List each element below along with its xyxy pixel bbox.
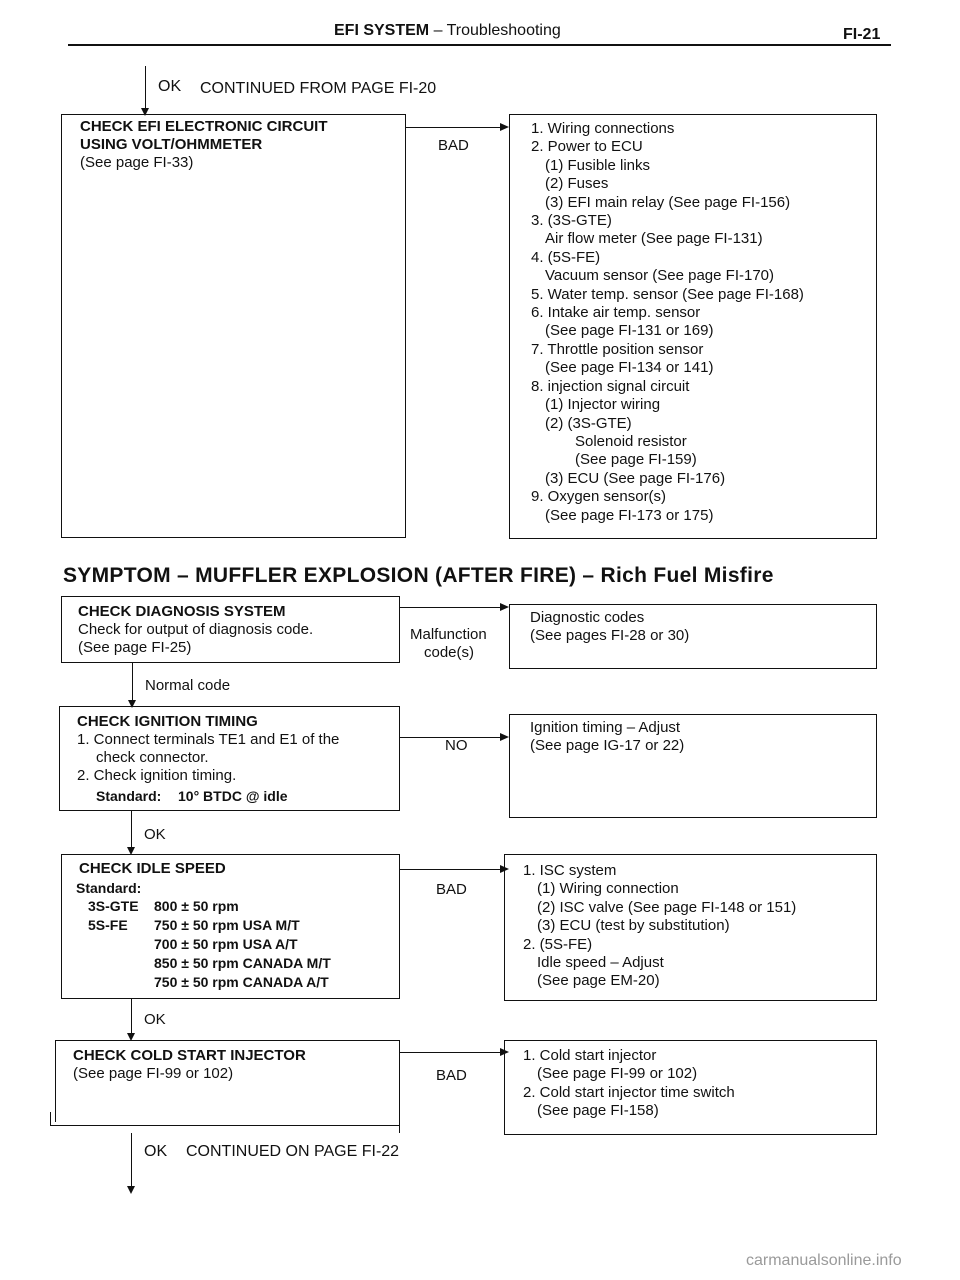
result-line: 6. Intake air temp. sensor — [531, 304, 701, 322]
spec-row — [88, 955, 331, 971]
result-line: (See page FI-173 or 175) — [545, 506, 714, 524]
result-line: (3) ECU (test by substitution) — [537, 917, 730, 935]
standard-label: Standard: — [76, 880, 142, 896]
header-title — [334, 22, 561, 40]
check-title: CHECK IGNITION TIMING — [77, 713, 258, 730]
branch-label-bad: BAD — [436, 1067, 467, 1084]
result-line: (1) Wiring connection — [537, 880, 679, 898]
result-line: Vacuum sensor (See page FI-170) — [545, 267, 775, 285]
result-line: (See page FI-159) — [575, 451, 697, 469]
result-line: 3. (3S-GTE) — [531, 212, 612, 230]
branch-line — [406, 127, 502, 128]
result-box-efi-circuit — [509, 114, 877, 539]
branch-line — [400, 1052, 502, 1053]
branch-label-no: NO — [445, 737, 468, 754]
check-line: CHECK EFI ELECTRONIC CIRCUIT — [80, 118, 328, 135]
result-line: 2. (5S-FE) — [523, 935, 593, 953]
check-line: (See page FI-99 or 102) — [73, 1065, 234, 1082]
flow-line — [131, 999, 132, 1037]
spec-engine: 5S-FE — [88, 917, 128, 933]
symptom-heading: SYMPTOM – MUFFLER EXPLOSION (AFTER FIRE) – Rich Fuel Misfire — [63, 564, 774, 587]
branch-arrow — [500, 123, 509, 131]
result-line: (See pages FI-28 or 30) — [530, 627, 690, 644]
flow-line — [145, 66, 146, 112]
result-line: 4. (5S-FE) — [531, 248, 601, 266]
result-line: Solenoid resistor — [575, 432, 687, 450]
branch-arrow — [500, 733, 509, 741]
check-line: 1. Connect terminals TE1 and E1 of the — [77, 731, 340, 748]
flow-line — [131, 1133, 132, 1190]
result-line: 1. Cold start injector — [523, 1047, 657, 1064]
header-title-bold: EFI SYSTEM — [334, 22, 430, 39]
result-line: (See page FI-99 or 102) — [537, 1065, 698, 1083]
cont-from-text: CONTINUED FROM PAGE FI-20 — [200, 80, 437, 97]
result-line: Ignition timing – Adjust — [530, 719, 681, 736]
page-number: FI-21 — [843, 26, 881, 43]
result-line: (1) Fusible links — [545, 156, 651, 174]
result-line: (2) ISC valve (See page FI-148 or 151) — [537, 898, 797, 916]
result-line: 1. ISC system — [523, 862, 617, 879]
check-box-cold-start-injector — [55, 1040, 400, 1133]
spec-value: 700 ± 50 rpm USA A/T — [154, 936, 298, 952]
flow-line — [131, 811, 132, 851]
cont-on-text: CONTINUED ON PAGE FI-22 — [186, 1143, 400, 1160]
result-line: Diagnostic codes — [530, 609, 645, 626]
result-line: (2) (3S-GTE) — [545, 414, 632, 432]
spec-row — [88, 936, 298, 952]
flow-label-normal-code: Normal code — [145, 677, 231, 694]
result-box-ignition-timing — [509, 714, 877, 818]
check-box-idle-speed — [61, 854, 400, 999]
page-header — [0, 0, 960, 50]
check-line: USING VOLT/OHMMETER — [80, 136, 263, 153]
result-line: Idle speed – Adjust — [537, 954, 664, 972]
result-line: (See page IG-17 or 22) — [530, 737, 685, 754]
flow-label-ok: OK — [144, 1011, 166, 1028]
branch-label-codes: code(s) — [424, 644, 475, 661]
spec-value: 750 ± 50 rpm USA M/T — [154, 917, 300, 933]
result-line: 2. Cold start injector time switch — [523, 1083, 735, 1101]
watermark: carmanualsonline.info — [746, 1252, 902, 1269]
flow-line — [132, 663, 133, 704]
result-line: (See page FI-158) — [537, 1102, 659, 1120]
result-line: (2) Fuses — [545, 175, 609, 193]
spec-row — [88, 917, 300, 933]
result-list — [523, 1047, 735, 1121]
flow-label-ok: OK — [144, 826, 166, 843]
branch-label-bad: BAD — [436, 881, 467, 898]
result-list — [523, 862, 796, 991]
result-line: 5. Water temp. sensor (See page FI-168) — [531, 285, 804, 303]
check-line: (See page FI-33) — [80, 154, 194, 171]
check-line: Check for output of diagnosis code. — [78, 621, 314, 638]
flow-arrow — [127, 1186, 135, 1194]
standard-label: Standard: — [96, 788, 162, 804]
check-box-diagnosis — [61, 596, 400, 663]
check-line: (See page FI-25) — [78, 639, 192, 656]
result-line: 8. injection signal circuit — [531, 377, 690, 395]
box-edge — [50, 1125, 400, 1126]
check-title: CHECK COLD START INJECTOR — [73, 1047, 306, 1064]
result-line: (3) EFI main relay (See page FI-156) — [545, 193, 791, 211]
cont-from-ok: OK — [158, 78, 182, 95]
result-line: 7. Throttle position sensor — [531, 340, 704, 358]
result-line: (1) Injector wiring — [545, 396, 661, 414]
check-title: CHECK IDLE SPEED — [79, 860, 226, 877]
result-line: (See page FI-131 or 169) — [545, 322, 714, 340]
result-line: (See page FI-134 or 141) — [545, 359, 714, 377]
result-line: (See page EM-20) — [537, 972, 660, 990]
cont-on-ok: OK — [144, 1143, 168, 1160]
spec-value: 800 ± 50 rpm — [154, 898, 239, 914]
spec-value: 750 ± 50 rpm CANADA A/T — [154, 974, 329, 990]
branch-label-malfunction: Malfunction — [410, 626, 487, 643]
box-edge — [50, 1112, 51, 1126]
result-line: 9. Oxygen sensor(s) — [531, 488, 667, 506]
result-box-diagnosis — [509, 604, 877, 669]
check-line: check connector. — [96, 749, 209, 766]
check-box-ignition-timing — [59, 706, 400, 811]
branch-line — [400, 869, 502, 870]
check-line: 2. Check ignition timing. — [77, 767, 237, 784]
result-box-idle-speed — [504, 854, 877, 1001]
result-box-cold-start-injector — [504, 1040, 877, 1135]
branch-line — [400, 607, 502, 608]
result-list — [531, 120, 804, 525]
result-line: (3) ECU (See page FI-176) — [545, 469, 726, 487]
check-title: CHECK DIAGNOSIS SYSTEM — [78, 603, 286, 620]
check-box-efi-circuit — [61, 114, 406, 538]
header-title-rest: – Troubleshooting — [429, 22, 561, 39]
box-edge — [55, 1040, 56, 1122]
result-line: Air flow meter (See page FI-131) — [545, 230, 763, 248]
result-line: 1. Wiring connections — [531, 120, 675, 137]
standard-value: 10° BTDC @ idle — [178, 788, 288, 804]
spec-row — [88, 974, 329, 990]
header-rule — [68, 44, 891, 46]
spec-engine: 3S-GTE — [88, 898, 139, 914]
branch-arrow — [500, 603, 509, 611]
spec-value: 850 ± 50 rpm CANADA M/T — [154, 955, 331, 971]
spec-row — [88, 898, 239, 914]
result-line: 2. Power to ECU — [531, 138, 643, 156]
branch-label-bad: BAD — [438, 137, 469, 154]
